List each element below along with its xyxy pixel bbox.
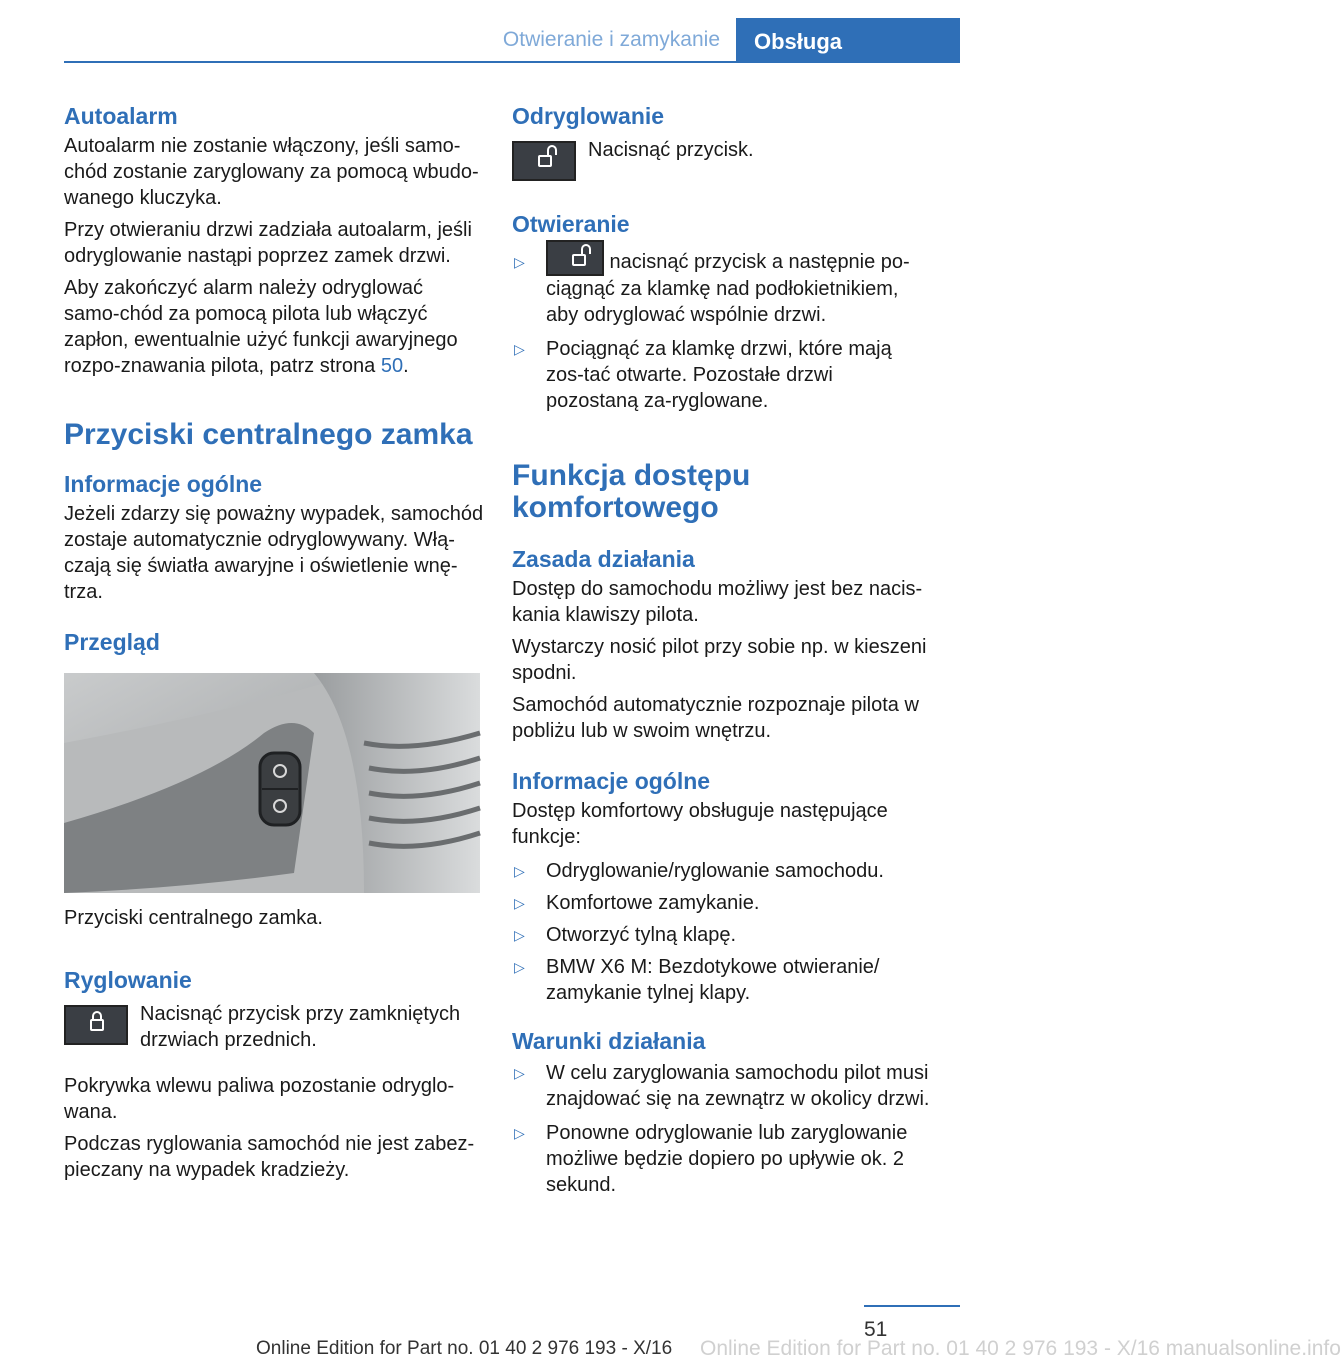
triangle-bullet-icon: ▷ [514, 926, 525, 943]
triangle-bullet-icon: ▷ [514, 340, 525, 357]
header-chapter-tab: Obsługa [736, 18, 960, 63]
principle-paragraph-2: Wystarczy nosić pilot przy sobie np. w kieszeni spodni. [512, 635, 927, 684]
unlock-button-icon [546, 240, 604, 276]
photo-caption: Przyciski centralnego zamka. [64, 907, 323, 929]
list-item: ▷ Odryglowanie/ryglowanie samochodu. [514, 859, 884, 882]
locking-row [64, 1005, 484, 1053]
conditions-list [512, 1060, 930, 1198]
page-number: 51 [864, 1318, 888, 1341]
triangle-bullet-icon: ▷ [514, 254, 525, 270]
general-list [512, 858, 930, 1006]
list-item: ▷ W celu zaryglowania samochodu pilot musi znajdować się na zewnątrz w okolicy drzwi. [514, 1061, 930, 1110]
left-column [64, 101, 484, 1183]
watermark: Online Edition for Part no. 01 40 2 976 193 - X/16 manualsonline.info [700, 1337, 1341, 1360]
header-section-title: Otwieranie i zamykanie [502, 28, 720, 51]
locking-paragraph-1: Pokrywka wlewu paliwa pozostanie odryglo-wana. [64, 1075, 455, 1123]
overview-heading: Przegląd [64, 629, 160, 655]
principle-paragraph-1: Dostęp do samochodu możliwy jest bez nacis-kania klawiszy pilota. [512, 577, 923, 626]
page-link[interactable]: 50 [380, 355, 404, 377]
door-panel-photo [64, 673, 480, 893]
lock-button-icon [64, 1005, 128, 1045]
autoalarm-paragraph-2: Przy otwieraniu drzwi zadziała autoalarm, jeśli odryglowanie nastąpi poprzez zamek drzwi. [64, 219, 472, 267]
door-panel-illustration [64, 673, 480, 893]
locking-text: Nacisnąć przycisk przy zamkniętych drzwiach przednich. [140, 1003, 461, 1051]
right-column [512, 101, 930, 1198]
unlock-row [512, 141, 930, 181]
list-item: ▷ Otworzyć tylną klapę. [514, 923, 737, 946]
unlock-heading: Odryglowanie [512, 103, 665, 129]
list-item: ▷ Komfortowe zamykanie. [514, 891, 760, 914]
info-heading: Informacje ogólne [64, 471, 263, 497]
triangle-bullet-icon: ▷ [514, 862, 525, 879]
footer-rule [864, 1305, 960, 1307]
edition-line: Online Edition for Part no. 01 40 2 976 193 - X/16 [256, 1338, 673, 1359]
unlock-text: Nacisnąć przycisk. [588, 139, 754, 161]
triangle-bullet-icon: ▷ [514, 958, 525, 975]
general-heading: Informacje ogólne [512, 767, 711, 794]
open-heading: Otwieranie [512, 211, 630, 237]
locking-heading: Ryglowanie [64, 967, 192, 993]
info-paragraph: Jeżeli zdarzy się poważny wypadek, samochód zostaje automatycznie odryglowywany. Włą-czają się światła awaryjne i oświetlenie wnę-trza. [64, 503, 484, 603]
autoalarm-heading: Autoalarm [64, 103, 178, 129]
locking-paragraph-2: Podczas ryglowania samochód nie jest zabez-pieczany na wypadek kradzieży. [64, 1133, 475, 1181]
principle-paragraph-3: Samochód automatycznie rozpoznaje pilota w pobliżu lub w swoim wnętrzu. [512, 693, 919, 742]
general-paragraph: Dostęp komfortowy obsługuje następujące funkcje: [512, 799, 888, 848]
list-item: ▷ Ponowne odryglowanie lub zaryglowanie możliwe będzie dopiero po upływie ok. 2 sekund. [514, 1121, 908, 1196]
open-list [512, 249, 930, 414]
list-item: ▷ nacisnąć przycisk a następnie po-ciągnąć za klamkę nad podłokietnikiem, aby odryglować wspólnie drzwi. [512, 249, 930, 328]
central-lock-heading: Przyciski centralnego zamka [64, 418, 473, 451]
list-item: ▷ Pociągnąć za klamkę drzwi, które mają zos-tać otwarte. Pozostałe drzwi pozostaną za-ryglowane. [514, 337, 892, 412]
autoalarm-paragraph-1: Autoalarm nie zostanie włączony, jeśli samo-chód zostanie zaryglowany za pomocą wbudo-wanego kluczyka. [64, 135, 479, 209]
autoalarm-paragraph-3: Aby zakończyć alarm należy odryglować samo-chód za pomocą pilota lub włączyć zapłon, ewentualnie użyć funkcji awaryjnego rozpo-znawania pilota, patrz strona 50. [64, 277, 458, 377]
header-rule [64, 61, 960, 63]
principle-heading: Zasada działania [512, 545, 695, 572]
comfort-access-heading: Funkcja dostępu komfortowego [512, 458, 751, 524]
triangle-bullet-icon: ▷ [514, 1064, 525, 1081]
unlock-button-icon [512, 141, 576, 181]
conditions-heading: Warunki działania [512, 1027, 706, 1054]
triangle-bullet-icon: ▷ [514, 894, 525, 911]
triangle-bullet-icon: ▷ [514, 1124, 525, 1141]
list-item: ▷ BMW X6 M: Bezdotykowe otwieranie/ zamykanie tylnej klapy. [514, 955, 880, 1004]
